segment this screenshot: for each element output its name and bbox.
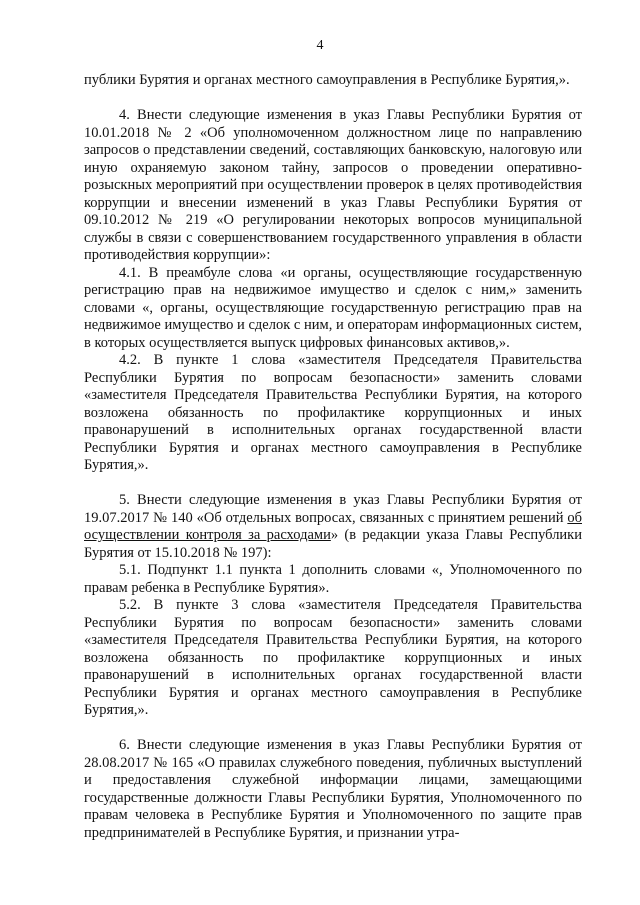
paragraph-item-4-1: 4.1. В преамбуле слова «и органы, осуществляющие государственную регистрацию прав на недвижимое имущество и сделок с ним,» заменить словами «, органы, осуществляющие государственную регистрацию прав на недвижимое имущество и сделок с ним, и операторам информационных систем, в которых осуществляется выпуск цифровых финансовых активов,». <box>84 264 582 351</box>
paragraph-item-4: 4. Внести следующие изменения в указ Главы Республики Бурятия от 10.01.2018 № 2 «Об уполномоченном должностном лице по направлению запросов о представлении сведений, составляющих банковскую, налоговую или иную охраняемую законом тайну, запросов о проведении оперативно-розыскных мероприятий при осуществлении проверок в целях противодействия коррупции и внесении изменений в указ Главы Республики Бурятия от 09.10.2012 № 219 «О регулировании некоторых вопросов муниципальной службы в связи с совершенствованием государственного управления в области противодействия коррупции»: <box>84 107 582 263</box>
paragraph-item-5 <box>84 492 582 562</box>
paragraph-item-5-text-before: 5. Внести следующие изменения в указ Главы Республики Бурятия от 19.07.2017 № 140 «Об отдельных вопросах, связанных с принятием решений <box>84 492 582 526</box>
document-body <box>84 72 582 842</box>
paragraph-item-5-1: 5.1. Подпункт 1.1 пункта 1 дополнить словами «, Уполномоченного по правам ребенка в Республике Бурятия». <box>84 562 582 596</box>
paragraph-item-5-underlined-text: об осуществлении контроля за расходами <box>84 509 582 543</box>
paragraph-item-6: 6. Внести следующие изменения в указ Главы Республики Бурятия от 28.08.2017 № 165 «О правилах служебного поведения, публичных выступлений и предоставления служебной информации лицами, замещающими государственные должности Главы Республики Бурятия, Уполномоченного по правам человека в Республике Бурятия и Уполномоченного по защите прав предпринимателей в Республике Бурятия, и признании утра- <box>84 737 582 841</box>
paragraph-item-4-2: 4.2. В пункте 1 слова «заместителя Председателя Правительства Республики Бурятия по вопросам безопасности» заменить словами «заместителя Председателя Правительства Республики Бурятия, на которого возложена обязанность по профилактике коррупционных и иных правонарушений в исполнительных органах государственной власти Республики Бурятия и органах местного самоуправления в Республике Бурятия,». <box>84 352 582 473</box>
page-number: 4 <box>316 38 324 53</box>
paragraph-item-5-text-after: » (в редакции указа Главы Республики Бурятия от 15.10.2018 № 197): <box>84 527 582 561</box>
paragraph-item-5-2: 5.2. В пункте 3 слова «заместителя Председателя Правительства Республики Бурятия по вопросам безопасности» заменить словами «заместителя Председателя Правительства Республики Бурятия, на которого возложена обязанность по профилактике коррупционных и иных правонарушений в исполнительных органах государственной власти Республики Бурятия и органах местного самоуправления в Республике Бурятия,». <box>84 597 582 718</box>
paragraph-continuation: публики Бурятия и органах местного самоуправления в Республике Бурятия,». <box>84 72 570 88</box>
